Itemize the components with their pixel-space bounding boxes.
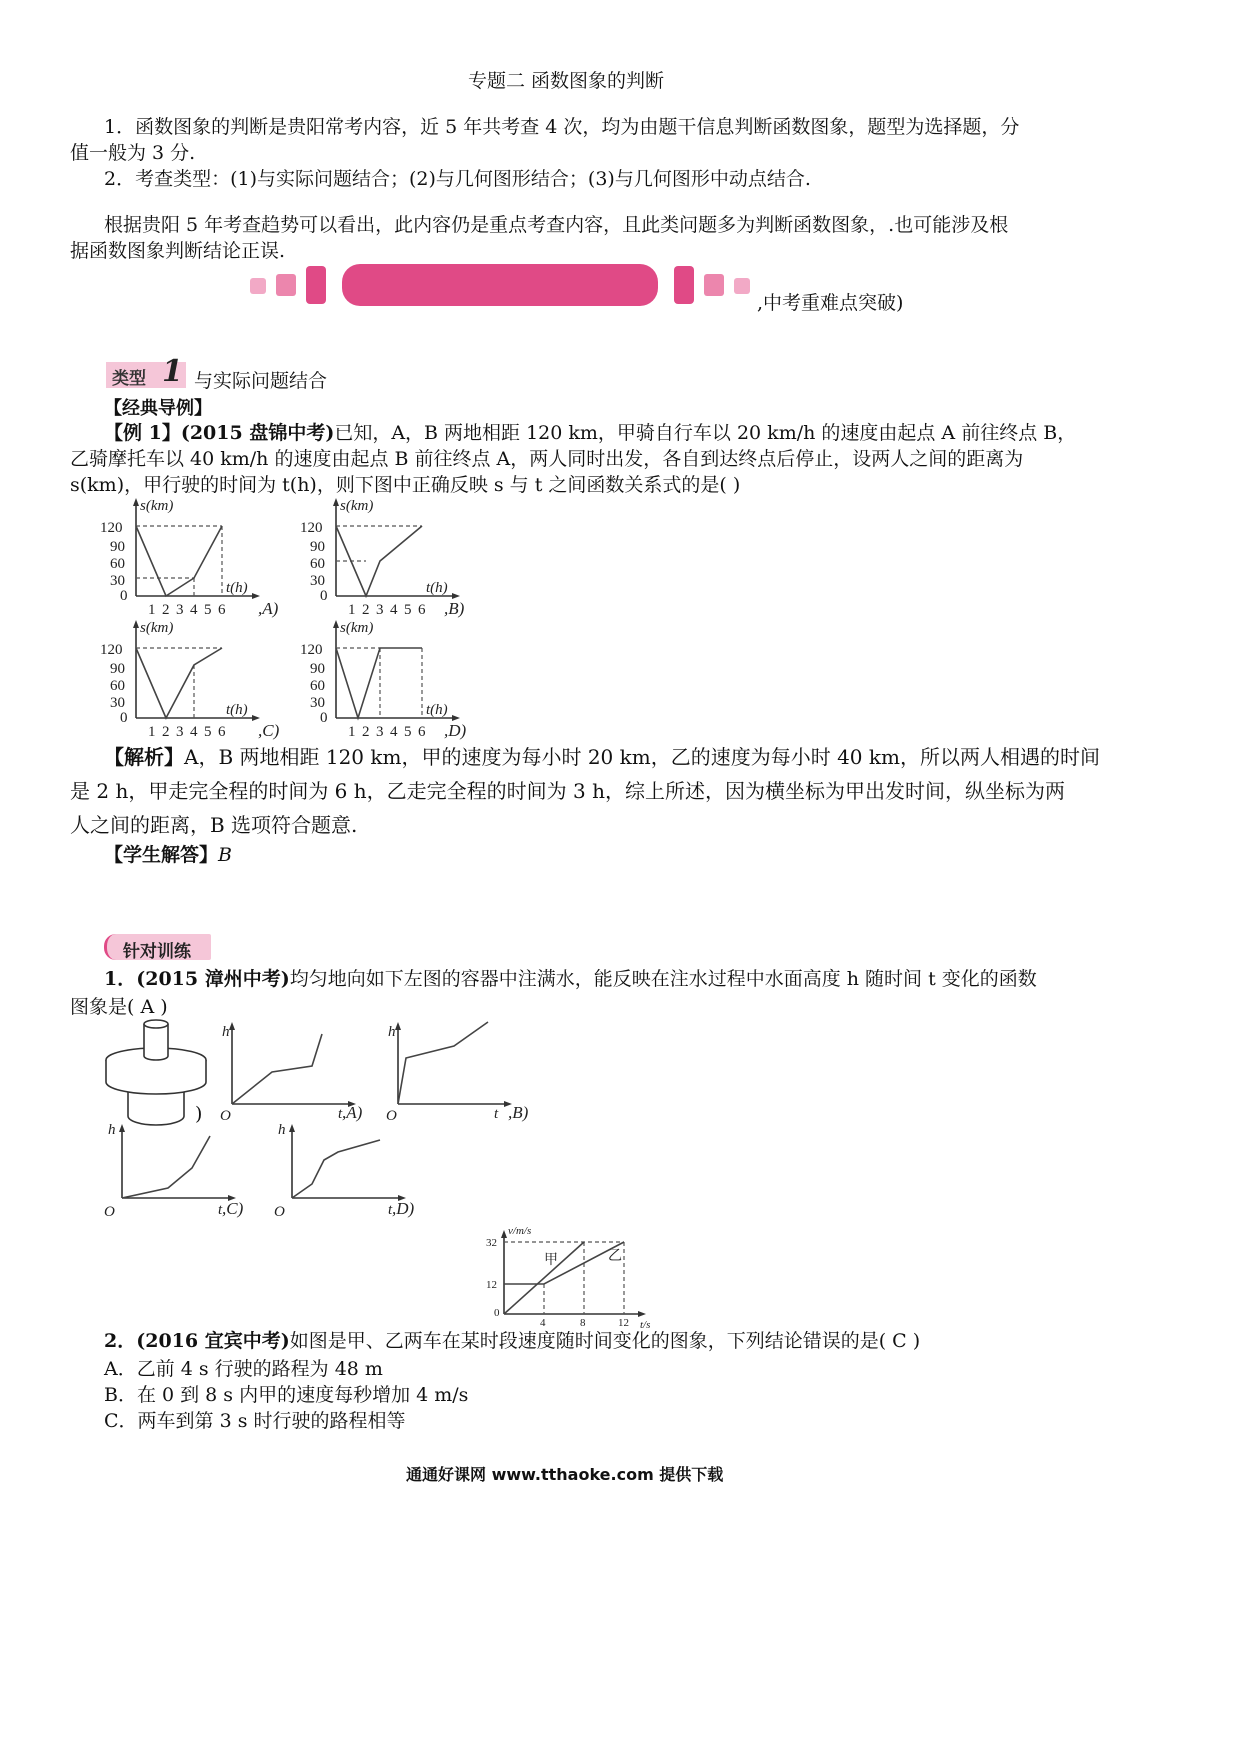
banner-bar [342,264,658,306]
graph-b-ytick-120: 120 [300,520,323,536]
q1-graph-d [274,1122,415,1220]
graph-a-ylabel: s(km) [140,498,174,514]
graph-d-ytick-120: 120 [300,642,323,658]
q2-option-a: A．乙前 4 s 行驶的路程为 48 m [104,1358,383,1380]
graph-d-ytick-60: 60 [310,678,325,694]
graph-b-xtick-2: 2 [362,602,370,618]
type-badge [106,354,186,389]
intro-p2: 2．考查类型：(1)与实际问题结合；(2)与几何图形结合；(3)与几何图形中动点结合. [104,168,811,190]
student-answer-value: B [218,844,232,866]
graph-a-xtick-4: 4 [190,602,198,618]
banner-square-5 [704,274,724,296]
q2-line1: 如图是甲、乙两车在某时段速度随时间变化的图象，下列结论错误的是( C ) [289,1330,921,1352]
q1-graph-a [220,1022,363,1124]
graph-d-ylabel: s(km) [340,620,374,636]
graph-option-a [100,498,279,618]
q2-series-yi: 乙 [608,1249,622,1264]
q2-source: (2016 宜宾中考) [136,1330,290,1352]
graph-d-option: ,D) [444,721,467,740]
q1-c-tlabel: t [218,1202,223,1218]
q1-b-olabel: O [386,1108,397,1124]
graph-c-ytick-60: 60 [110,678,125,694]
graph-b-line [336,526,422,596]
graph-a-ytick-60: 60 [110,556,125,572]
intro-p3-line2: 据函数图象判断结论正误. [70,240,286,262]
student-answer-label: 【学生解答】 [104,844,219,866]
graph-c-xlabel: t(h) [226,702,248,718]
q1-number: 1． [104,968,137,990]
q2-xtick-8: 8 [580,1317,586,1329]
training-badge [104,934,211,960]
q1-a-line [232,1034,322,1104]
graph-a-ytick-0: 0 [120,588,128,604]
analysis-line3: 人之间的距离，B 选项符合题意. [70,813,358,837]
graph-b-ytick-0: 0 [320,588,328,604]
banner-square-6 [734,278,750,294]
graph-c-ytick-0: 0 [120,710,128,726]
q2-ytick-0: 0 [494,1307,500,1319]
q1-graph-b [386,1022,529,1124]
q1-source: (2015 漳州中考) [136,968,290,990]
graph-a-line [136,526,222,596]
graph-option-c [100,620,280,740]
footer-text: 通通好课网 www.tthaoke.com 提供下载 [406,1465,724,1484]
graph-c-xtick-4: 4 [190,724,198,740]
q1-d-option: ,D) [392,1199,415,1218]
analysis-label: 【解析】 [104,745,184,769]
graph-d-xtick-4: 4 [390,724,398,740]
graph-a-ytick-90: 90 [110,539,125,555]
graph-c-xtick-6: 6 [218,724,226,740]
q2-xtick-12: 12 [618,1317,629,1329]
graph-d-ytick-90: 90 [310,661,325,677]
q1-line2: 图象是( A ) [70,996,168,1018]
graph-a-ytick-120: 120 [100,520,123,536]
q1-graphs-bottom [104,1120,444,1226]
q1-a-option: ,A) [342,1103,363,1122]
q1-b-tlabel: t [494,1106,499,1122]
intro-p3-line1: 根据贵阳 5 年考查趋势可以看出，此内容仍是重点考查内容，且此类问题多为判断函数图象，.也可能涉及根 [104,214,1009,236]
q1-c-hlabel: h [108,1122,116,1138]
q2-line-yi [504,1242,624,1284]
q2-ytick-12: 12 [486,1279,497,1291]
graph-b-ytick-90: 90 [310,539,325,555]
graph-d-xtick-3: 3 [376,724,384,740]
page-title: 专题二 函数图象的判断 [468,70,665,92]
q2-velocity-graph [474,1222,674,1334]
graph-b-xtick-4: 4 [390,602,398,618]
intro-p1-line1: 1．函数图象的判断是贵阳常考内容，近 5 年共考查 4 次，均为由题干信息判断函数图象，题型为选择题，分 [104,116,1020,138]
graph-c-ytick-90: 90 [110,661,125,677]
graph-b-xtick-3: 3 [376,602,384,618]
q1-b-option: ,B) [508,1103,529,1122]
graph-c-xtick-5: 5 [204,724,212,740]
graph-a-xtick-2: 2 [162,602,170,618]
example1-source: (2015 盘锦中考) [180,422,335,444]
analysis-line2: 是 2 h，甲走完全程的时间为 6 h，乙走完全程的时间为 3 h，综上所述，因为横坐标为甲出发时间，纵坐标为两 [70,779,1065,803]
graph-b-xtick-1: 1 [348,602,356,618]
graph-d-xtick-6: 6 [418,724,426,740]
q1-d-olabel: O [274,1204,285,1220]
q2-ytick-32: 32 [486,1237,497,1249]
graph-d-xtick-1: 1 [348,724,356,740]
type-badge-prefix: 类型 [112,369,146,389]
graph-option-d [300,620,467,740]
graph-b-xlabel: t(h) [426,580,448,596]
section-banner [250,262,750,308]
q1-d-tlabel: t [388,1202,393,1218]
q1-c-option: ,C) [222,1199,244,1218]
q1-graphs-top [218,1018,548,1126]
q2-number: 2． [104,1330,137,1352]
graph-a-xlabel: t(h) [226,580,248,596]
banner-text: ,中考重难点突破) [757,292,904,314]
classic-example-label: 【经典导例】 [104,398,212,419]
example1-line2: 乙骑摩托车以 40 km/h 的速度由起点 B 前往终点 A，两人同时出发，各自到达终点后停止，设两人之间的距离为 [70,448,1024,470]
q1-line1: 均匀地向如下左图的容器中注满水，能反映在注水过程中水面高度 h 随时间 t 变化的函数 [289,968,1037,990]
graph-d-xtick-2: 2 [362,724,370,740]
banner-square-3 [306,266,326,304]
graph-b-ylabel: s(km) [340,498,374,514]
graph-d-xlabel: t(h) [426,702,448,718]
q2-series-jia: 甲 [544,1253,558,1268]
q2-option-c: C．两车到第 3 s 时行驶的路程相等 [104,1410,406,1432]
graph-c-xtick-1: 1 [148,724,156,740]
graph-d-xtick-5: 5 [404,724,412,740]
graph-b-ytick-30: 30 [310,573,325,589]
q1-a-olabel: O [220,1108,231,1124]
graph-b-xtick-6: 6 [418,602,426,618]
q1-b-hlabel: h [388,1024,396,1040]
type1-heading: 与实际问题结合 [194,370,328,392]
graph-a-xtick-1: 1 [148,602,156,618]
container-suffix: ) [195,1103,203,1125]
example1-line1: 已知，A，B 两地相距 120 km，甲骑自行车以 20 km/h 的速度由起点 A 前往终点 B， [334,422,1077,444]
analysis-line1: A，B 两地相距 120 km，甲的速度为每小时 20 km，乙的速度为每小时 40 km，所以两人相遇的时间 [184,745,1100,769]
graph-a-option: ,A) [258,599,279,618]
q1-a-hlabel: h [222,1024,230,1040]
graph-c-ytick-120: 120 [100,642,123,658]
training-badge-label: 针对训练 [123,942,191,962]
graph-c-ytick-30: 30 [110,695,125,711]
example1-graphs [96,492,516,742]
graph-a-ytick-30: 30 [110,573,125,589]
example1-line3: s(km)，甲行驶的时间为 t(h)，则下图中正确反映 s 与 t 之间函数关系式的是( ) [70,474,741,496]
graph-a-xtick-3: 3 [176,602,184,618]
banner-square-1 [250,278,266,294]
graph-b-xtick-5: 5 [404,602,412,618]
graph-b-option: ,B) [444,599,465,618]
graph-c-xtick-2: 2 [162,724,170,740]
q2-xlabel: t/s [640,1319,651,1331]
q1-d-line [292,1140,380,1198]
graph-a-xtick-6: 6 [218,602,226,618]
graph-d-line [336,648,422,718]
q2-option-b: B．在 0 到 8 s 内甲的速度每秒增加 4 m/s [104,1384,469,1406]
example1-label: 【例 1】 [104,422,181,444]
graph-d-ytick-30: 30 [310,695,325,711]
graph-c-ylabel: s(km) [140,620,174,636]
q1-c-line [122,1136,210,1198]
banner-square-2 [276,274,296,296]
q1-a-tlabel: t [338,1106,343,1122]
q2-xtick-4: 4 [540,1317,546,1329]
graph-b-ytick-60: 60 [310,556,325,572]
container-drawing [104,1016,224,1128]
q1-graph-c [104,1122,244,1220]
banner-square-4 [674,266,694,304]
graph-c-option: ,C) [258,721,280,740]
graph-a-xtick-5: 5 [204,602,212,618]
graph-option-b [300,498,465,618]
q1-d-hlabel: h [278,1122,286,1138]
intro-p1-line2: 值一般为 3 分. [70,142,196,164]
graph-c-xtick-3: 3 [176,724,184,740]
type-badge-number: 1 [162,354,183,389]
graph-c-line [136,648,222,718]
q1-c-olabel: O [104,1204,115,1220]
graph-d-ytick-0: 0 [320,710,328,726]
q2-ylabel: v/m/s [508,1225,532,1237]
q1-b-line [398,1022,488,1104]
